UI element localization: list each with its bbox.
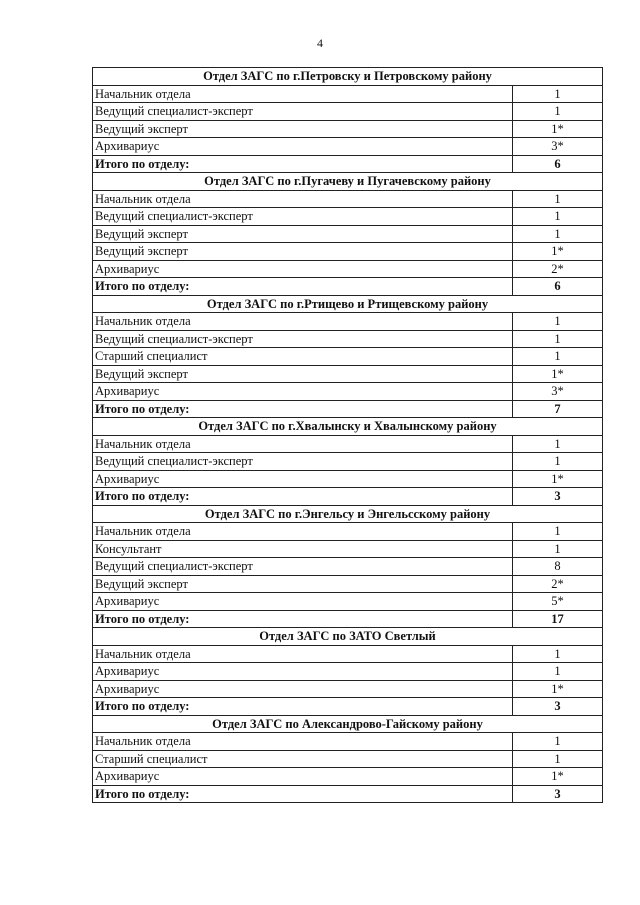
table-row — [93, 593, 603, 611]
department-title: Отдел ЗАГС по Александрово-Гайскому району — [93, 715, 603, 733]
table-row — [93, 645, 603, 663]
department-total-row — [93, 278, 603, 296]
position-name: Архивариус — [93, 593, 513, 611]
position-count: 8 — [513, 558, 603, 576]
table-row — [93, 470, 603, 488]
department-title: Отдел ЗАГС по ЗАТО Светлый — [93, 628, 603, 646]
position-count: 1* — [513, 243, 603, 261]
position-name: Начальник отдела — [93, 85, 513, 103]
table-row — [93, 243, 603, 261]
staffing-table — [92, 67, 603, 803]
department-title: Отдел ЗАГС по г.Энгельсу и Энгельсскому району — [93, 505, 603, 523]
table-row — [93, 138, 603, 156]
department-total-row — [93, 610, 603, 628]
position-name: Архивариус — [93, 680, 513, 698]
department-total-row — [93, 698, 603, 716]
position-name: Начальник отдела — [93, 645, 513, 663]
position-name: Ведущий эксперт — [93, 225, 513, 243]
position-count: 1* — [513, 365, 603, 383]
position-count: 1* — [513, 120, 603, 138]
table-row — [93, 523, 603, 541]
department-header-row — [93, 628, 603, 646]
position-name: Ведущий специалист-эксперт — [93, 103, 513, 121]
position-name: Начальник отдела — [93, 435, 513, 453]
total-label: Итого по отделу: — [93, 610, 513, 628]
position-count: 1 — [513, 663, 603, 681]
position-count: 1 — [513, 190, 603, 208]
table-row — [93, 558, 603, 576]
position-count: 1* — [513, 768, 603, 786]
position-count: 3* — [513, 383, 603, 401]
position-name: Старший специалист — [93, 348, 513, 366]
position-name: Начальник отдела — [93, 313, 513, 331]
position-count: 1 — [513, 208, 603, 226]
position-count: 1 — [513, 348, 603, 366]
position-name: Архивариус — [93, 383, 513, 401]
position-name: Начальник отдела — [93, 523, 513, 541]
position-name: Ведущий эксперт — [93, 120, 513, 138]
position-count: 1 — [513, 645, 603, 663]
position-name: Ведущий специалист-эксперт — [93, 330, 513, 348]
table-row — [93, 225, 603, 243]
total-count: 3 — [513, 488, 603, 506]
department-title: Отдел ЗАГС по г.Ртищево и Ртищевскому району — [93, 295, 603, 313]
table-row — [93, 733, 603, 751]
table-row — [93, 208, 603, 226]
department-total-row — [93, 488, 603, 506]
table-row — [93, 575, 603, 593]
table-row — [93, 348, 603, 366]
department-header-row — [93, 295, 603, 313]
position-count: 1 — [513, 453, 603, 471]
total-label: Итого по отделу: — [93, 698, 513, 716]
department-header-row — [93, 173, 603, 191]
position-name: Ведущий специалист-эксперт — [93, 558, 513, 576]
table-row — [93, 540, 603, 558]
department-total-row — [93, 785, 603, 803]
position-count: 1 — [513, 313, 603, 331]
total-count: 7 — [513, 400, 603, 418]
position-count: 1 — [513, 85, 603, 103]
total-label: Итого по отделу: — [93, 400, 513, 418]
position-name: Архивариус — [93, 470, 513, 488]
position-name: Ведущий специалист-эксперт — [93, 208, 513, 226]
total-count: 6 — [513, 155, 603, 173]
department-total-row — [93, 400, 603, 418]
position-name: Ведущий эксперт — [93, 243, 513, 261]
position-name: Ведущий специалист-эксперт — [93, 453, 513, 471]
total-label: Итого по отделу: — [93, 785, 513, 803]
department-header-row — [93, 418, 603, 436]
position-count: 2* — [513, 575, 603, 593]
total-label: Итого по отделу: — [93, 278, 513, 296]
position-count: 1 — [513, 435, 603, 453]
position-name: Архивариус — [93, 768, 513, 786]
table-row — [93, 453, 603, 471]
total-count: 6 — [513, 278, 603, 296]
table-row — [93, 85, 603, 103]
department-header-row — [93, 715, 603, 733]
table-row — [93, 365, 603, 383]
table-row — [93, 120, 603, 138]
department-title: Отдел ЗАГС по г.Петровску и Петровскому району — [93, 68, 603, 86]
table-row — [93, 680, 603, 698]
department-header-row — [93, 68, 603, 86]
total-count: 17 — [513, 610, 603, 628]
position-name: Ведущий эксперт — [93, 575, 513, 593]
position-count: 1 — [513, 750, 603, 768]
position-name: Архивариус — [93, 663, 513, 681]
position-name: Архивариус — [93, 260, 513, 278]
table-row — [93, 383, 603, 401]
position-count: 5* — [513, 593, 603, 611]
position-count: 2* — [513, 260, 603, 278]
table-row — [93, 260, 603, 278]
position-count: 1 — [513, 225, 603, 243]
table-row — [93, 103, 603, 121]
table-row — [93, 313, 603, 331]
total-count: 3 — [513, 785, 603, 803]
department-title: Отдел ЗАГС по г.Хвалынску и Хвалынскому району — [93, 418, 603, 436]
department-header-row — [93, 505, 603, 523]
position-name: Консультант — [93, 540, 513, 558]
total-label: Итого по отделу: — [93, 155, 513, 173]
table-row — [93, 750, 603, 768]
table-row — [93, 330, 603, 348]
page-number: 4 — [317, 36, 323, 50]
table-row — [93, 435, 603, 453]
position-count: 1* — [513, 680, 603, 698]
position-count: 1 — [513, 523, 603, 541]
position-name: Начальник отдела — [93, 733, 513, 751]
total-count: 3 — [513, 698, 603, 716]
position-name: Архивариус — [93, 138, 513, 156]
position-count: 1 — [513, 540, 603, 558]
staffing-table-body — [93, 68, 603, 803]
table-row — [93, 190, 603, 208]
table-row — [93, 663, 603, 681]
department-title: Отдел ЗАГС по г.Пугачеву и Пугачевскому району — [93, 173, 603, 191]
total-label: Итого по отделу: — [93, 488, 513, 506]
position-name: Начальник отдела — [93, 190, 513, 208]
department-total-row — [93, 155, 603, 173]
position-count: 1* — [513, 470, 603, 488]
table-row — [93, 768, 603, 786]
position-count: 3* — [513, 138, 603, 156]
position-name: Старший специалист — [93, 750, 513, 768]
position-count: 1 — [513, 330, 603, 348]
position-name: Ведущий эксперт — [93, 365, 513, 383]
position-count: 1 — [513, 103, 603, 121]
position-count: 1 — [513, 733, 603, 751]
